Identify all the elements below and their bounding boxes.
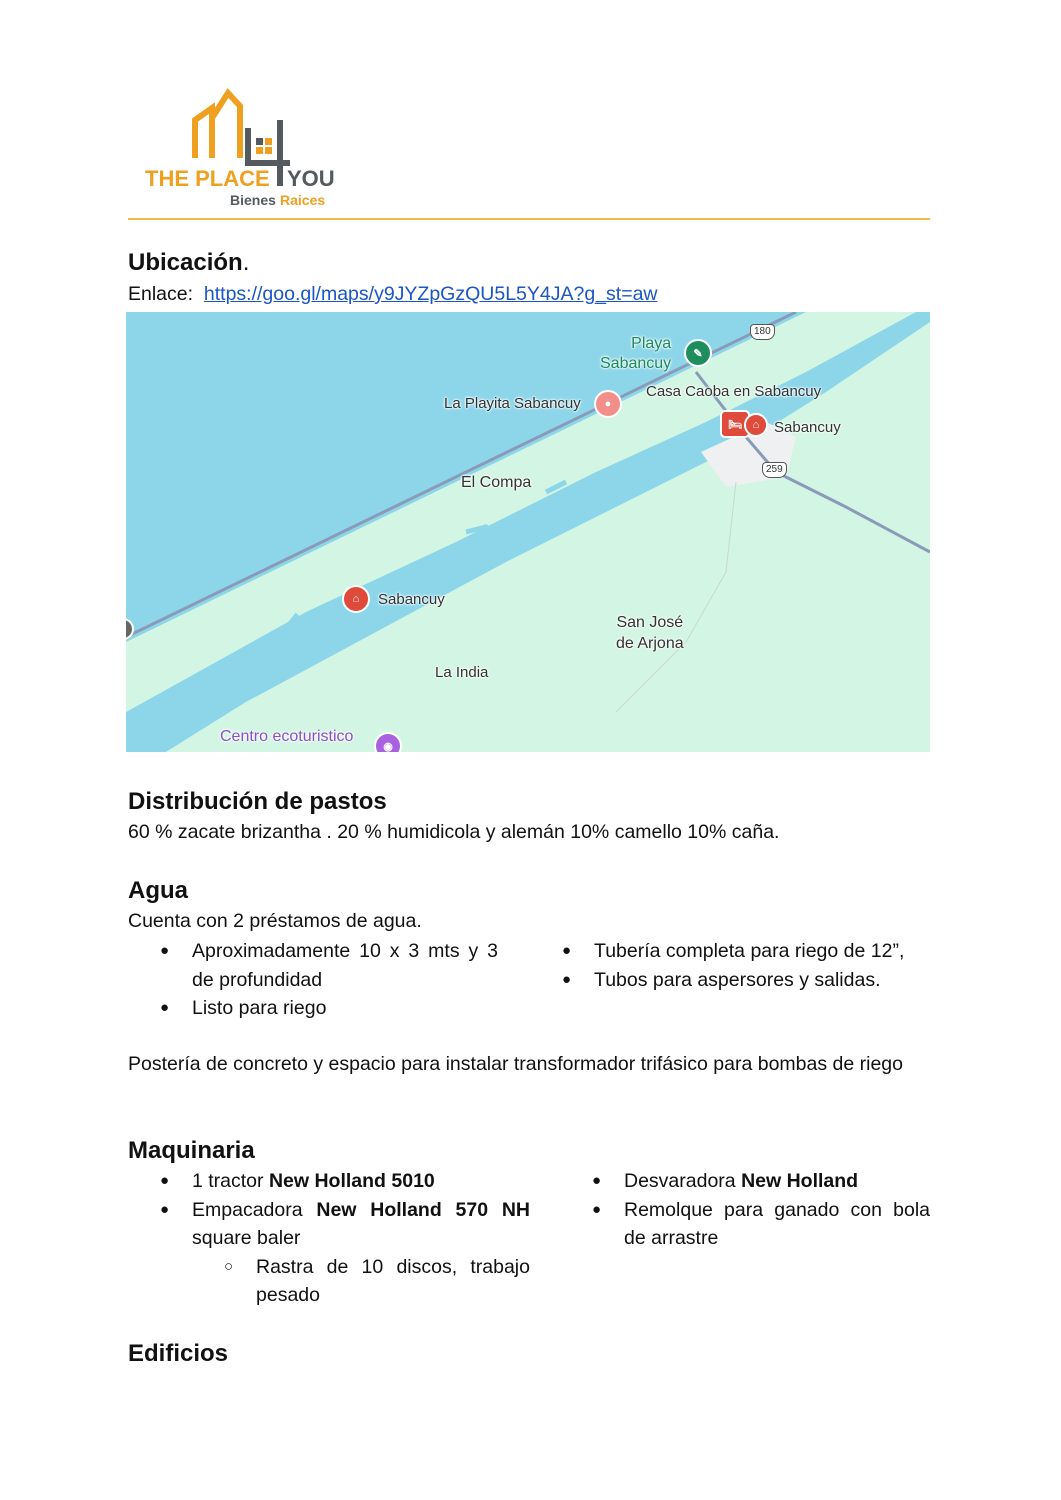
location-map[interactable] [126,312,930,752]
list-item: ● Listo para riego [160,994,498,1023]
house-logo-icon [140,88,350,213]
map-label-la-playita[interactable]: La Playita Sabancuy [444,395,581,412]
map-label-playa-sabancuy[interactable]: Playa Sabancuy [600,335,672,372]
map-label-la-india[interactable]: La India [435,664,489,681]
header-divider [128,218,930,220]
route-shield-180: 180 [750,324,775,340]
section-title-pastos: Distribución de pastos [128,788,387,815]
route-shield-259: 259 [762,462,787,478]
map-graphics [126,312,930,752]
lodging-pin-icon[interactable]: ⌂ [744,413,768,437]
map-label-san-jose[interactable]: San José de Arjona [616,614,684,652]
list-item: ● Tubos para aspersores y salidas. [562,966,930,995]
map-label-sabancuy-hotel[interactable]: Sabancuy [378,591,445,608]
company-logo [140,88,350,213]
lodging-pin-icon-2[interactable]: ⌂ [342,585,370,613]
list-item: ● Aproximadamente 10 x 3 mts y 3 de profundidad [160,937,498,994]
maps-link[interactable]: https://goo.gl/maps/y9JYZpGzQU5L5Y4JA?g_st=aw [203,283,658,305]
pastos-text: 60 % zacate brizantha . 20 % humidicola y alemán 10% camello 10% caña. [128,821,780,843]
section-title-ubicacion: Ubicación. [128,249,250,276]
logo-brand-left: THE PLACE [145,166,270,191]
maquinaria-right-list [592,1167,930,1253]
map-label-el-compa[interactable]: El Compa [461,474,532,491]
beach-pin-icon[interactable]: ✎ [684,339,712,367]
list-item: ● 1 tractor New Holland 5010 [160,1167,530,1196]
link-label: Enlace: [128,283,194,305]
camera-pin-icon[interactable]: ◉ [374,732,402,752]
section-title-edificios: Edificios [128,1340,229,1367]
map-label-sabancuy-town[interactable]: Sabancuy [774,419,841,436]
agua-left-list [160,937,498,1023]
place-pin-icon[interactable]: ● [594,390,622,418]
list-item: ● Desvaradora New Holland [592,1167,930,1196]
agua-right-list [562,937,930,994]
section-title-agua: Agua [128,877,188,904]
location-link-line [128,280,658,309]
maquinaria-left-list [160,1167,530,1310]
section-title-maquinaria: Maquinaria [128,1137,255,1164]
map-label-centro-ecoturistico[interactable]: Centro ecoturistico [220,728,354,745]
map-label-casa-caoba[interactable]: Casa Caoba en Sabancuy [646,383,822,400]
agua-note: Postería de concreto y espacio para instalar transformador trifásico para bombas de riego [128,1053,903,1075]
logo-subtitle-right: Raices [280,192,326,208]
list-item: ● Tubería completa para riego de 12”, [562,937,930,966]
logo-brand-right: YOU [287,166,335,191]
list-item: ● Remolque para ganado con bola de arrastre [592,1196,930,1253]
list-item: ● Empacadora New Holland 570 NH square baler [160,1196,530,1253]
hotel-pin-icon[interactable]: 🛏 [720,410,750,438]
sub-list-item: ○ Rastra de 10 discos, trabajo pesado [160,1253,530,1310]
logo-subtitle-left: Bienes [230,192,276,208]
agua-intro: Cuenta con 2 préstamos de agua. [128,910,422,932]
